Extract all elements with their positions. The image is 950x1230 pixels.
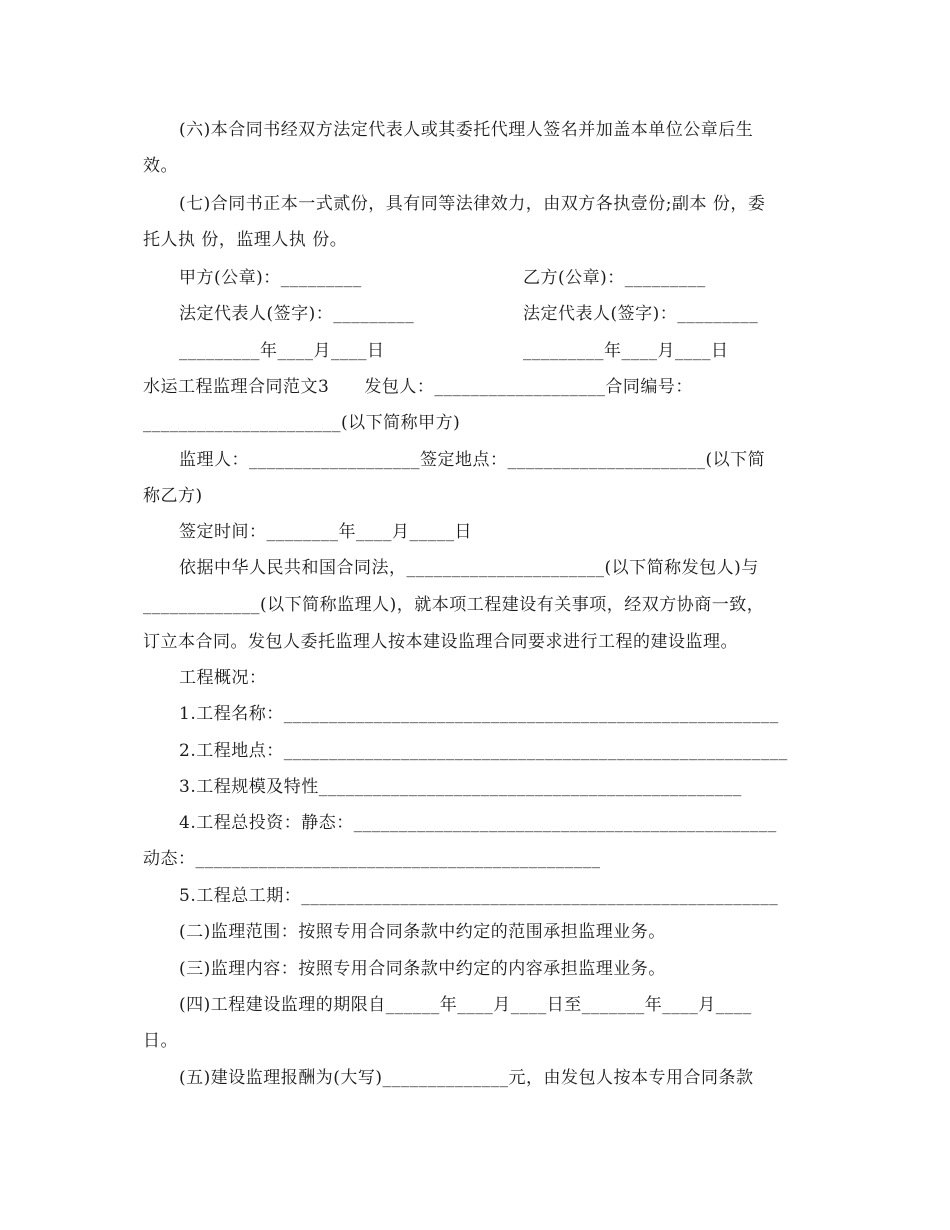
clause-2-scope: (二)监理范围：按照专用合同条款中约定的范围承担监理业务。 bbox=[179, 922, 666, 942]
project-scale-line: 3.工程规模及特性_______________________________________________ bbox=[179, 777, 742, 797]
party-b-abbrev-line: 称乙方) bbox=[143, 486, 203, 506]
basis-line-1: 依据中华人民共和国合同法，______________________(以下简称发包人)与 bbox=[179, 558, 759, 578]
supervisor-line: 监理人：___________________签定地点：______________________(以下简 bbox=[179, 450, 766, 470]
party-a-date: _________年____月____日 bbox=[179, 341, 385, 361]
section-title-line: 水运工程监理合同范文3 发包人：___________________合同编号： bbox=[143, 377, 693, 397]
project-name-line: 1.工程名称：_______________________________________________________ bbox=[179, 704, 779, 724]
basis-line-2: _____________(以下简称监理人)，就本项工程建设有关事项，经双方协商一致， bbox=[143, 595, 765, 615]
project-investment-static-line: 4.工程总投资：静态：_______________________________________________ bbox=[179, 813, 777, 833]
party-a-rep-signature: 法定代表人(签字)：_________ bbox=[179, 304, 415, 324]
party-b-date: _________年____月____日 bbox=[523, 341, 729, 361]
party-b-seal: 乙方(公章)：_________ bbox=[523, 268, 706, 288]
party-a-seal: 甲方(公章)：_________ bbox=[179, 268, 362, 288]
project-duration-line: 5.工程总工期：_____________________________________________________ bbox=[179, 886, 779, 906]
clause-7-line-1: (七)合同书正本一式贰份，具有同等法律效力，由双方各执壹份;副本 份，委 bbox=[179, 194, 766, 214]
clause-4-term-line-1: (四)工程建设监理的期限自______年____月____日至_______年____月____ bbox=[179, 995, 752, 1015]
party-b-rep-signature: 法定代表人(签字)：_________ bbox=[523, 304, 759, 324]
clause-7-line-2: 托人执 份，监理人执 份。 bbox=[143, 230, 348, 250]
project-location-line: 2.工程地点：________________________________________________________ bbox=[179, 741, 788, 761]
project-investment-dynamic-line: 动态：_____________________________________________ bbox=[143, 849, 601, 869]
clause-5-fee-line: (五)建设监理报酬为(大写)______________元，由发包人按本专用合同条款 bbox=[179, 1068, 754, 1088]
party-a-abbrev-line: ______________________(以下简称甲方) bbox=[143, 413, 461, 433]
clause-3-content: (三)监理内容：按照专用合同条款中约定的内容承担监理业务。 bbox=[179, 959, 666, 979]
clause-4-term-line-2: 日。 bbox=[143, 1031, 178, 1051]
project-overview-heading: 工程概况： bbox=[179, 668, 267, 688]
clause-6-line-2: 效。 bbox=[143, 156, 178, 176]
basis-line-3: 订立本合同。发包人委托监理人按本建设监理合同要求进行工程的建设监理。 bbox=[143, 632, 738, 652]
clause-6-line-1: (六)本合同书经双方法定代表人或其委托代理人签名并加盖本单位公章后生 bbox=[179, 120, 754, 140]
signing-time-line: 签定时间：________年____月_____日 bbox=[179, 522, 472, 542]
